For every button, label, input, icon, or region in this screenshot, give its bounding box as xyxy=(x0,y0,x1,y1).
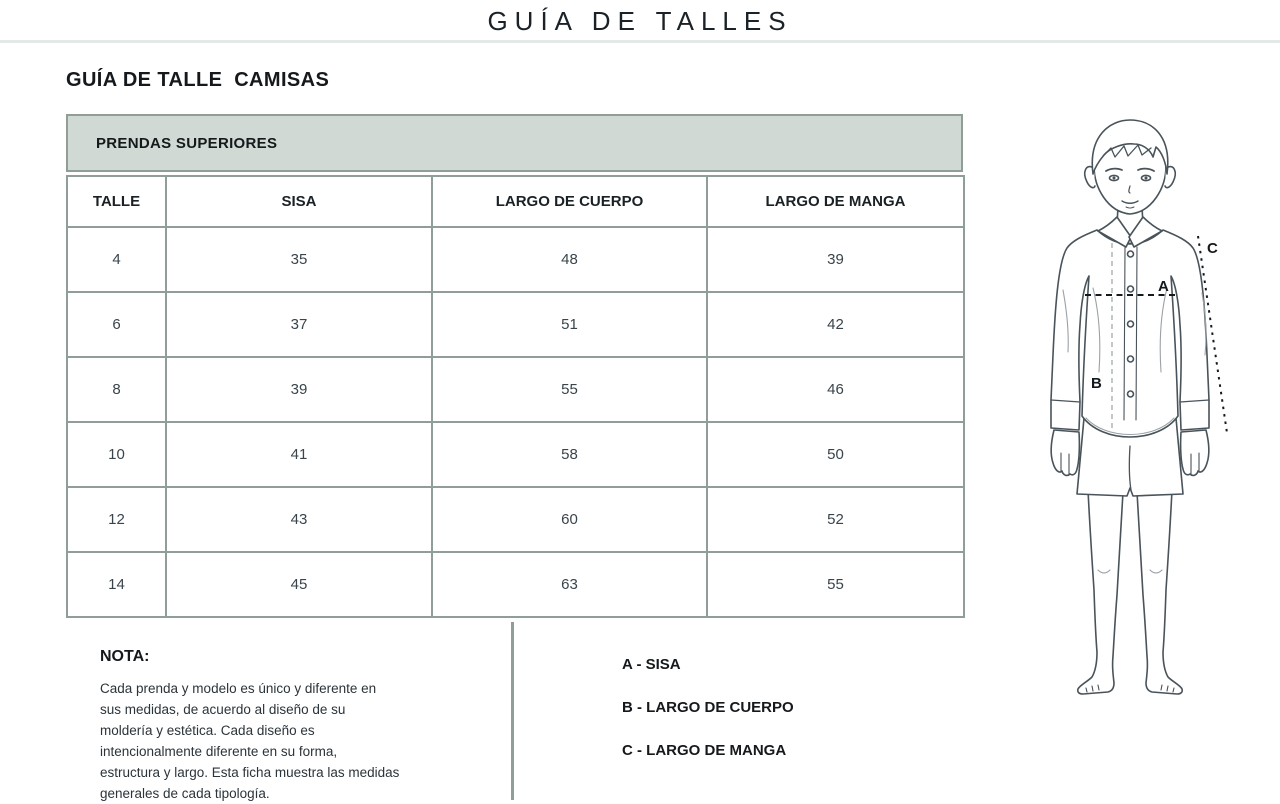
measure-label-b: B xyxy=(1091,375,1102,392)
column-header-talle: TALLE xyxy=(67,176,166,227)
table-cell: 60 xyxy=(432,487,707,552)
note-block xyxy=(100,648,400,804)
measure-label-a: A xyxy=(1158,278,1169,295)
right-leg xyxy=(1137,490,1182,694)
table-row xyxy=(67,292,964,357)
table-cell: 50 xyxy=(707,422,964,487)
left-leg xyxy=(1078,490,1123,694)
table-cell: 55 xyxy=(707,552,964,617)
column-header-largo-manga: LARGO DE MANGA xyxy=(707,176,964,227)
size-chart-table xyxy=(66,175,965,618)
shirt xyxy=(1051,230,1209,437)
table-cell: 39 xyxy=(166,357,432,422)
boy-figure-illustration xyxy=(1030,100,1250,700)
table-cell: 52 xyxy=(707,487,964,552)
right-hand xyxy=(1181,430,1209,475)
table-cell: 46 xyxy=(707,357,964,422)
table-cell: 42 xyxy=(707,292,964,357)
table-cell: 4 xyxy=(67,227,166,292)
section-title: GUÍA DE TALLE CAMISAS xyxy=(66,69,330,91)
table-cell: 51 xyxy=(432,292,707,357)
vertical-divider xyxy=(511,622,514,800)
measure-label-c: C xyxy=(1207,240,1218,257)
table-cell: 12 xyxy=(67,487,166,552)
size-table xyxy=(66,114,963,618)
legend-item-b: B - LARGO DE CUERPO xyxy=(622,699,794,716)
table-cell: 48 xyxy=(432,227,707,292)
table-header-row xyxy=(67,176,964,227)
table-row xyxy=(67,552,964,617)
table-cell: 43 xyxy=(166,487,432,552)
note-text: Cada prenda y modelo es único y diferente en sus medidas, de acuerdo al diseño de su moldería y estética. Cada diseño es intencionalmente diferente en su forma, estructura y largo. Esta ficha muestra las medidas generales de cada tipología. xyxy=(100,681,400,801)
table-cell: 6 xyxy=(67,292,166,357)
table-cell: 14 xyxy=(67,552,166,617)
column-header-sisa: SISA xyxy=(166,176,432,227)
table-row xyxy=(67,357,964,422)
table-cell: 10 xyxy=(67,422,166,487)
table-cell: 37 xyxy=(166,292,432,357)
table-cell: 39 xyxy=(707,227,964,292)
table-cell: 8 xyxy=(67,357,166,422)
measurement-legend xyxy=(622,656,794,785)
left-hand xyxy=(1051,430,1079,475)
table-band-title: PRENDAS SUPERIORES xyxy=(66,114,963,172)
table-row xyxy=(67,422,964,487)
table-cell: 58 xyxy=(432,422,707,487)
legend-item-c: C - LARGO DE MANGA xyxy=(622,742,787,759)
table-cell: 41 xyxy=(166,422,432,487)
table-row xyxy=(67,487,964,552)
column-header-largo-cuerpo: LARGO DE CUERPO xyxy=(432,176,707,227)
note-label: NOTA: xyxy=(100,648,150,665)
table-cell: 55 xyxy=(432,357,707,422)
table-cell: 35 xyxy=(166,227,432,292)
page-title: GUÍA DE TALLES xyxy=(487,6,793,36)
legend-item-a: A - SISA xyxy=(622,656,681,673)
header-divider xyxy=(0,40,1280,43)
boy-figure-svg xyxy=(1030,100,1250,700)
table-row xyxy=(67,227,964,292)
table-cell: 63 xyxy=(432,552,707,617)
table-cell: 45 xyxy=(166,552,432,617)
